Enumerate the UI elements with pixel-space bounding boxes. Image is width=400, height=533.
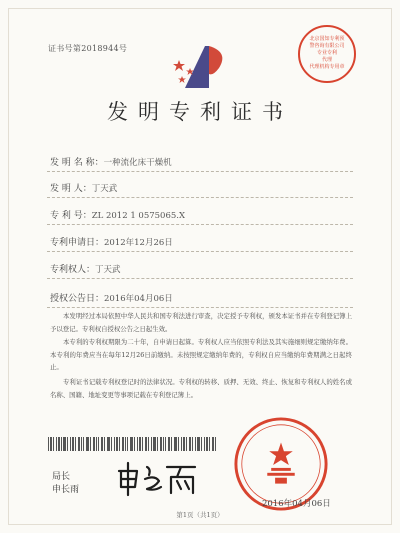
field-value: ZL 2012 1 0575065.X bbox=[91, 211, 186, 221]
field-label: 专利申请日： bbox=[50, 238, 105, 248]
stamp-line: 警咨询有限公司 bbox=[309, 43, 345, 49]
stamp-line: 专业专利 bbox=[316, 50, 337, 56]
field-label: 发 明 名 称： bbox=[50, 158, 104, 168]
body-paragraph: 本发明经过本局依照中华人民共和国专利法进行审查，决定授予专利权，颁发本证书并在专利登记簿上予以登记。专利权自授权公告之日起生效。 bbox=[50, 312, 352, 333]
field-label: 授权公告日： bbox=[50, 294, 105, 304]
field-value: 2012年12月26日 bbox=[104, 238, 173, 248]
divider bbox=[47, 307, 353, 308]
divider bbox=[47, 197, 353, 198]
stamp-line: 北京国知专利预 bbox=[309, 36, 345, 42]
patentee-row bbox=[50, 262, 121, 275]
inventor-row bbox=[50, 181, 117, 194]
divider bbox=[47, 171, 353, 172]
divider bbox=[47, 251, 353, 252]
cnipa-logo-icon bbox=[165, 38, 235, 93]
divider bbox=[47, 224, 353, 225]
field-label: 发 明 人： bbox=[50, 184, 92, 194]
page-number: 第1页（共1页） bbox=[176, 511, 224, 519]
issue-date: 2016年04月06日 bbox=[262, 499, 331, 509]
director-title bbox=[52, 471, 79, 497]
field-value: 丁天武 bbox=[91, 184, 118, 194]
patent-number-row bbox=[50, 208, 185, 221]
certificate-number: 证书号第2018944号 bbox=[48, 44, 128, 53]
body-paragraph: 专利证书记载专利权登记时的法律状况。专利权的转移、质押、无效、终止、恢复和专利权人的姓名或名称、国籍、地址变更等事项记载在专利登记簿上。 bbox=[50, 378, 352, 399]
stamp-line: 代理机构专用章 bbox=[309, 64, 345, 70]
grant-date-row bbox=[50, 291, 173, 304]
field-value: 2016年04月06日 bbox=[104, 294, 173, 304]
stamp-line: 代理 bbox=[321, 57, 332, 63]
field-label: 专 利 号： bbox=[50, 211, 92, 221]
body-paragraph: 本专利的专利权期限为二十年，自申请日起算。专利权人应当依照专利法及其实施细则规定缴纳年费。本专利的年费应当在每年12月26日前缴纳。未按照规定缴纳年费的，专利权自应当缴纳年费期满之日起终止。 bbox=[50, 338, 352, 372]
divider bbox=[47, 278, 353, 279]
director-signature bbox=[115, 457, 200, 497]
field-value: 一种流化床干燥机 bbox=[103, 158, 172, 168]
filing-date-row bbox=[50, 235, 173, 248]
agency-stamp bbox=[298, 25, 356, 83]
director-line-1: 局长 bbox=[52, 472, 71, 482]
barcode-icon bbox=[48, 437, 218, 451]
field-label: 专利权人： bbox=[50, 265, 96, 275]
certificate-title: 发明专利证书 bbox=[107, 100, 293, 124]
director-line-2: 申长雨 bbox=[52, 485, 80, 495]
field-value: 丁天武 bbox=[95, 265, 121, 275]
invention-name-row bbox=[50, 155, 172, 168]
